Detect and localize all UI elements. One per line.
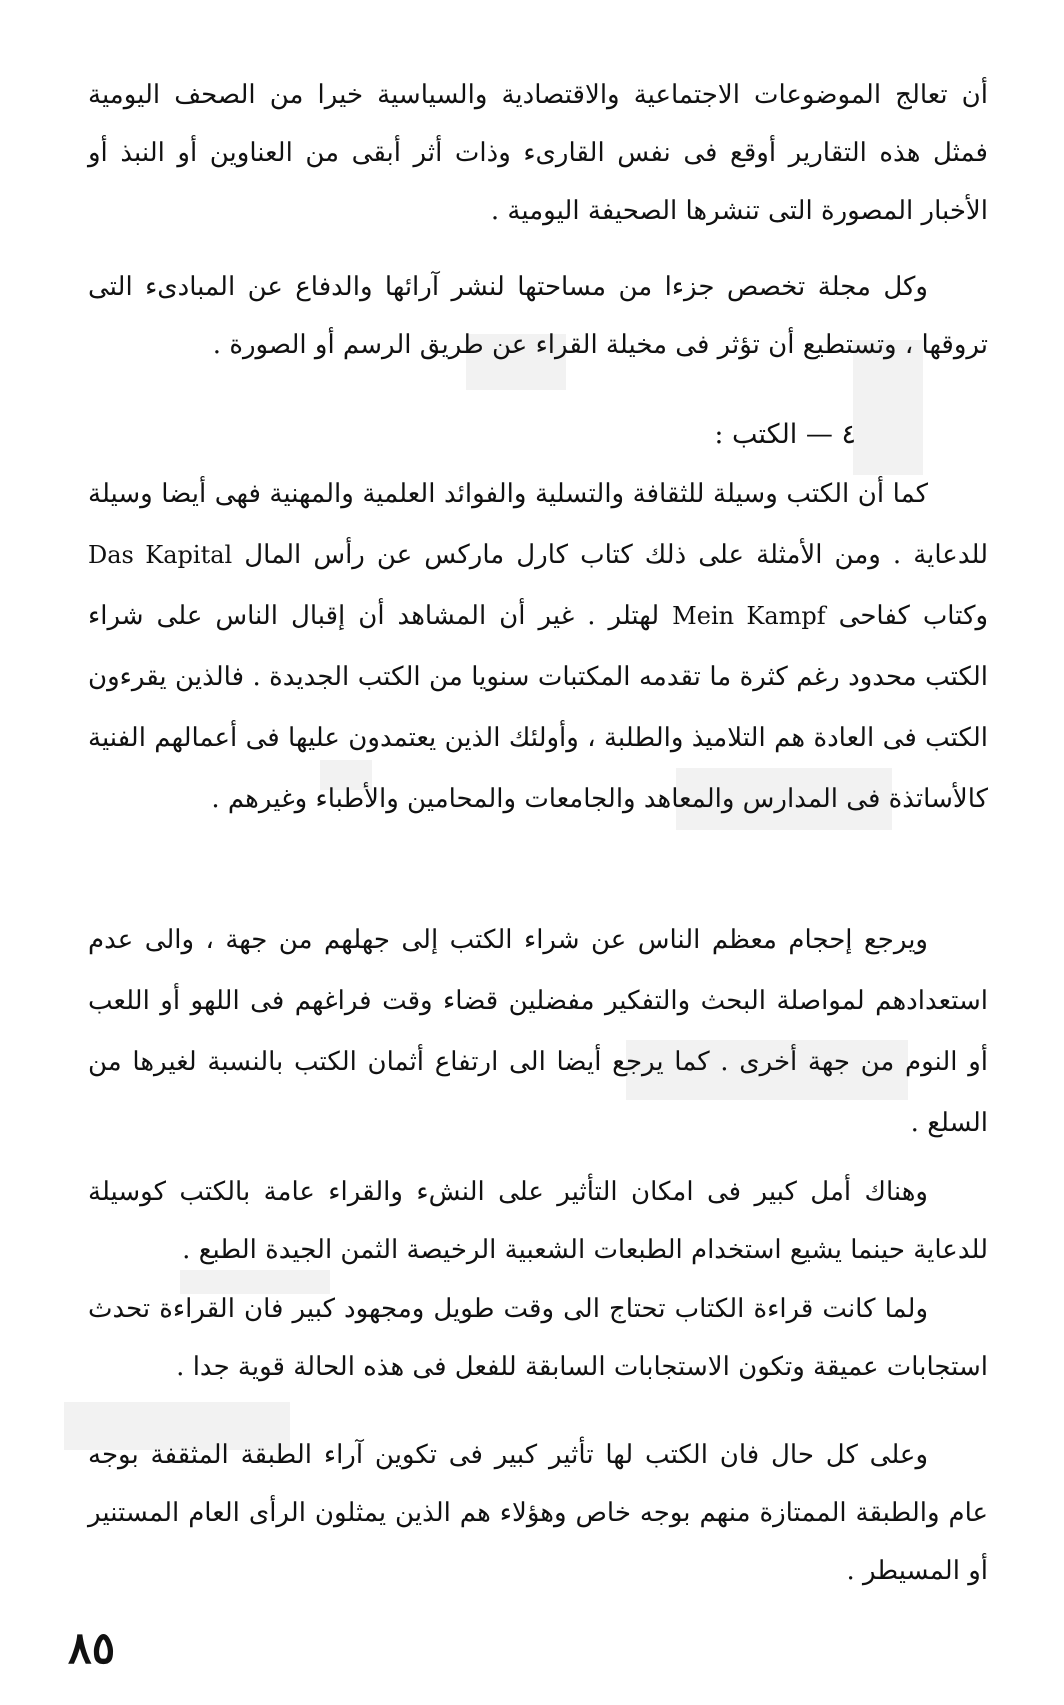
section-heading-books: ٤ — الكتب : (714, 419, 856, 450)
paragraph-reluctance (88, 910, 988, 1154)
paragraph-reading-time (88, 1280, 988, 1396)
paragraph-text (88, 910, 988, 1154)
paragraph-magazines (88, 258, 988, 374)
paragraph-newspapers (88, 66, 988, 240)
paragraph-text (88, 1163, 988, 1279)
paragraph-body: وكل مجلة تخصص جزءا من مساحتها لنشر آرائها والدفاع عن المبادىء التى تروقها ، وتستطيع أن تؤثر فى مخيلة القراء عن طريق الرسم أو الصورة . (88, 272, 988, 360)
paragraph-body: وهناك أمل كبير فى امكان التأثير على النشء والقراء عامة بالكتب كوسيلة للدعاية حينما يشيع استخدام الطبعات الشعبية الرخيصة الثمن الجيدة الطبع . (88, 1177, 988, 1265)
paragraph-body: وعلى كل حال فان الكتب لها تأثير كبير فى تكوين آراء الطبقة المثقفة بوجه عام والطبقة الممتازة منهم بوجه خاص وهؤلاء هم الذين يمثلون الرأى العام المستنير أو المسيطر . (88, 1440, 988, 1586)
paragraph-books-as-propaganda (88, 464, 988, 830)
page-number: ٨٥ (68, 1623, 116, 1674)
paragraph-text (88, 464, 988, 830)
paragraph-hope (88, 1163, 988, 1279)
paragraph-body: ويرجع إحجام معظم الناس عن شراء الكتب إلى جهلهم من جهة ، والى عدم استعدادهم لمواصلة البحث والتفكير مفضلين قضاء وقت فراغهم فى اللهو أو اللعب أو النوم من جهة أخرى . كما يرجع أيضا الى ارتفاع أثمان الكتب بالنسبة لغيرها من السلع . (88, 925, 988, 1138)
paragraph-text (88, 1280, 988, 1396)
paragraph-body-part-1: كما أن الكتب وسيلة للثقافة والتسلية والفوائد العلمية والمهنية فهى أيضا وسيلة للدعاية . ومن الأمثلة على ذلك كتاب كارل ماركس عن رأس المال (88, 479, 988, 570)
latin-title-mein-kampf: Mein Kampf (672, 602, 826, 630)
paragraph-text (88, 258, 988, 374)
paragraph-text (88, 1426, 988, 1600)
paragraph-text: أن تعالج الموضوعات الاجتماعية والاقتصادية والسياسية خيرا من الصحف اليومية فمثل هذه التقارير أوقع فى نفس القارىء وذات أثر أبقى من العناوين أو النبذ أو الأخبار المصورة التى تنشرها الصحيفة اليومية . (88, 80, 988, 226)
paragraph-body-part-2: وكتاب كفاحى (838, 601, 989, 631)
paragraph-conclusion (88, 1426, 988, 1600)
paragraph-body-part-3: لهتلر . غير أن المشاهد أن إقبال الناس على شراء الكتب محدود رغم كثرة ما تقدمه المكتبات سنويا من الكتب الجديدة . فالذين يقرءون الكتب فى العادة هم التلاميذ والطلبة ، وأولئك الذين يعتمدون عليها فى أعمالهم الفنية كالأساتذة فى المدارس والمعاهد والجامعات والمحامين والأطباء وغيرهم . (88, 601, 988, 814)
paragraph-body: ولما كانت قراءة الكتاب تحتاج الى وقت طويل ومجهود كبير فان القراءة تحدث استجابات عميقة وتكون الاستجابات السابقة للفعل فى هذه الحالة قوية جدا . (88, 1294, 988, 1382)
latin-title-das-kapital: Das Kapital (88, 541, 233, 569)
